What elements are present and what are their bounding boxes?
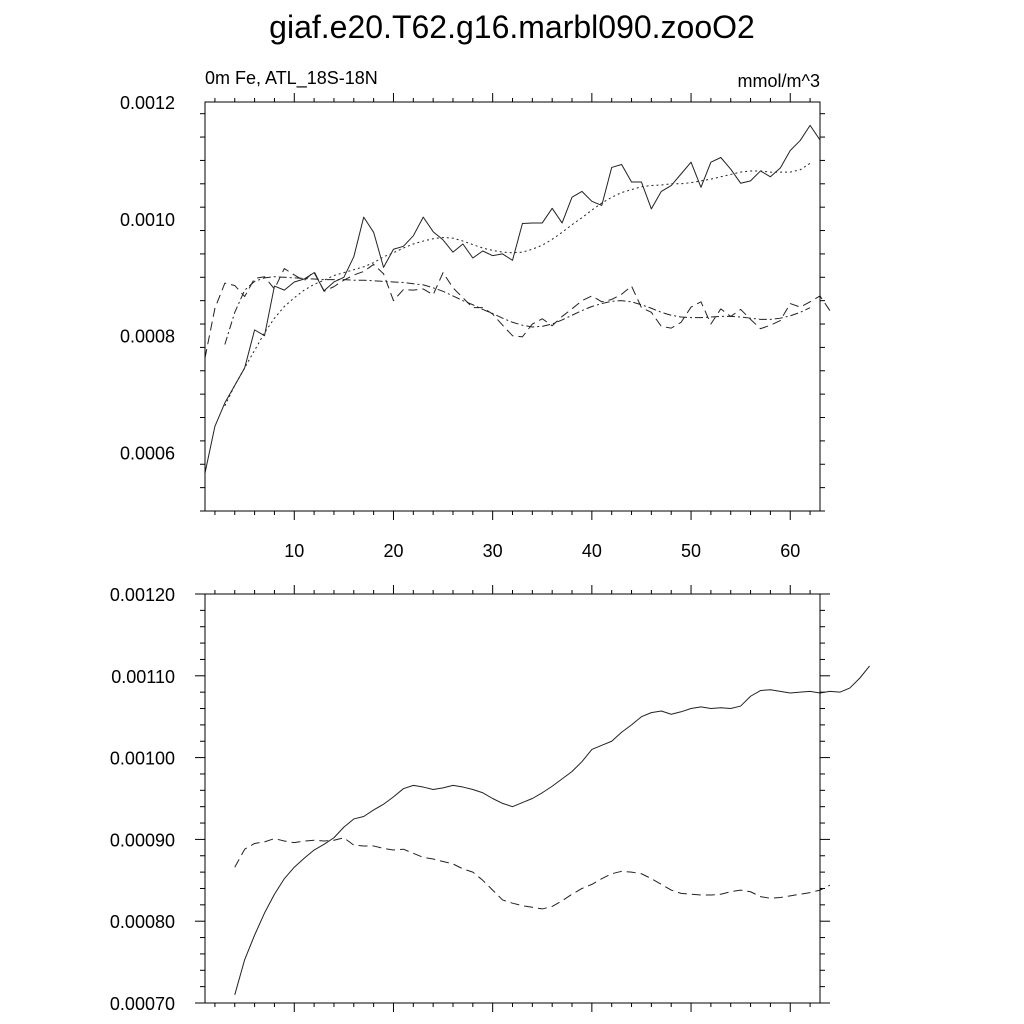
top-y-tick-label: 0.0006 (119, 443, 175, 464)
top-x-tick-label: 40 (581, 541, 602, 561)
top-panel-axes (120, 93, 825, 561)
top-y-tick-label: 0.0008 (119, 326, 175, 347)
top-series-solid-line (205, 125, 820, 473)
top-panel-frame (205, 102, 820, 511)
top-panel-left-label: 0m Fe, ATL_18S-18N (205, 68, 378, 88)
bottom-panel-axes (110, 585, 830, 1014)
top-series-dotted-line (225, 163, 810, 405)
bottom-panel (110, 585, 870, 1014)
bottom-panel-series (235, 666, 870, 995)
bottom-y-tick-label: 0.00100 (109, 748, 175, 769)
top-x-tick-label: 50 (681, 541, 702, 561)
bottom-y-tick-label: 0.00070 (109, 994, 175, 1014)
figure-title: giaf.e20.T62.g16.marbl090.zooO2 (269, 9, 755, 45)
bottom-y-tick-label: 0.00080 (109, 912, 175, 933)
bottom-series-solid-line (235, 666, 870, 995)
bottom-series-dashed-line (235, 838, 830, 909)
top-y-tick-label: 0.0010 (119, 209, 175, 230)
bottom-y-tick-label: 0.00090 (109, 830, 175, 851)
top-y-tick-label: 0.0012 (119, 93, 175, 113)
top-panel (120, 68, 830, 561)
bottom-panel-frame (205, 594, 820, 1003)
top-x-tick-label: 10 (284, 541, 305, 561)
top-x-tick-label: 30 (482, 541, 503, 561)
top-x-tick-label: 60 (780, 541, 801, 561)
top-x-tick-label: 20 (383, 541, 404, 561)
bottom-y-tick-label: 0.00110 (111, 666, 175, 687)
top-panel-series (205, 125, 830, 473)
bottom-y-tick-label: 0.00120 (109, 585, 175, 605)
top-panel-units-label: mmol/m^3 (737, 71, 820, 91)
